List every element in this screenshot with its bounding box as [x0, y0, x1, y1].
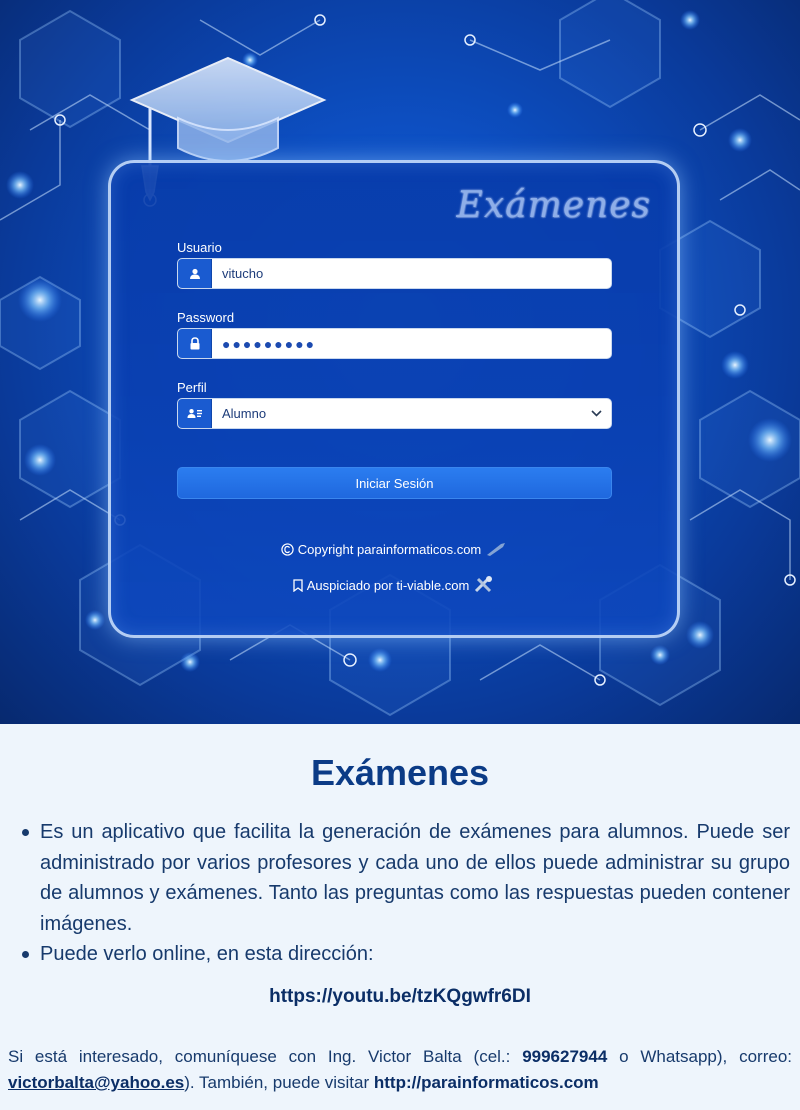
user-input[interactable] — [212, 259, 611, 288]
password-label: Password — [177, 310, 235, 325]
contact-mid: o Whatsapp), correo: — [607, 1047, 792, 1066]
brand-title: Exámenes — [456, 185, 651, 226]
tools-logo-icon — [473, 575, 495, 595]
email-link[interactable]: victorbalta@yahoo.es — [8, 1073, 185, 1092]
password-field — [177, 328, 612, 359]
contact-prefix: Si está interesado, comuníquese con Ing. Victor Balta (cel.: — [8, 1047, 523, 1066]
info-bullet-online: Puede verlo online, en esta dirección: — [40, 939, 790, 970]
sponsor-text[interactable]: Auspiciado por ti-viable.com — [306, 577, 470, 593]
contact-paragraph — [8, 1044, 792, 1096]
login-card — [108, 160, 680, 638]
info-section — [0, 724, 800, 1110]
contact-suffix: ). También, puede visitar — [184, 1073, 374, 1092]
info-title: Exámenes — [310, 752, 490, 793]
login-button[interactable]: Iniciar Sesión — [177, 467, 612, 499]
phone-number: 999627944 — [522, 1047, 608, 1066]
profile-label: Perfil — [177, 380, 207, 395]
website-link[interactable]: http://parainformaticos.com — [373, 1073, 599, 1092]
chevron-down-icon[interactable] — [581, 410, 611, 417]
password-input[interactable]: ●●●●●●●●● — [222, 335, 317, 352]
user-field — [177, 258, 612, 289]
info-bullet-description: Es un aplicativo que facilita la generación de exámenes para alumnos. Puede ser administrado por varios profesores y cada uno de ellos puede administrar su grupo de alumnos y exámenes. Tanto las preguntas como las respuestas pueden contener imágenes. — [40, 817, 790, 939]
user-icon — [178, 259, 212, 288]
user-label: Usuario — [177, 240, 222, 255]
profile-selected-value: Alumno — [222, 406, 267, 421]
info-bullet-list — [40, 817, 790, 970]
id-card-icon — [178, 399, 212, 428]
copyright-line — [111, 541, 677, 557]
profile-select[interactable] — [177, 398, 612, 429]
bookmark-icon — [293, 579, 303, 592]
video-link[interactable]: https://youtu.be/tzKQgwfr6DI — [269, 986, 531, 1007]
pen-logo-icon — [485, 541, 507, 557]
copyright-icon — [281, 543, 294, 556]
copyright-text[interactable]: Copyright parainformaticos.com — [297, 541, 482, 557]
lock-icon — [178, 329, 212, 358]
sponsor-line — [111, 575, 677, 595]
